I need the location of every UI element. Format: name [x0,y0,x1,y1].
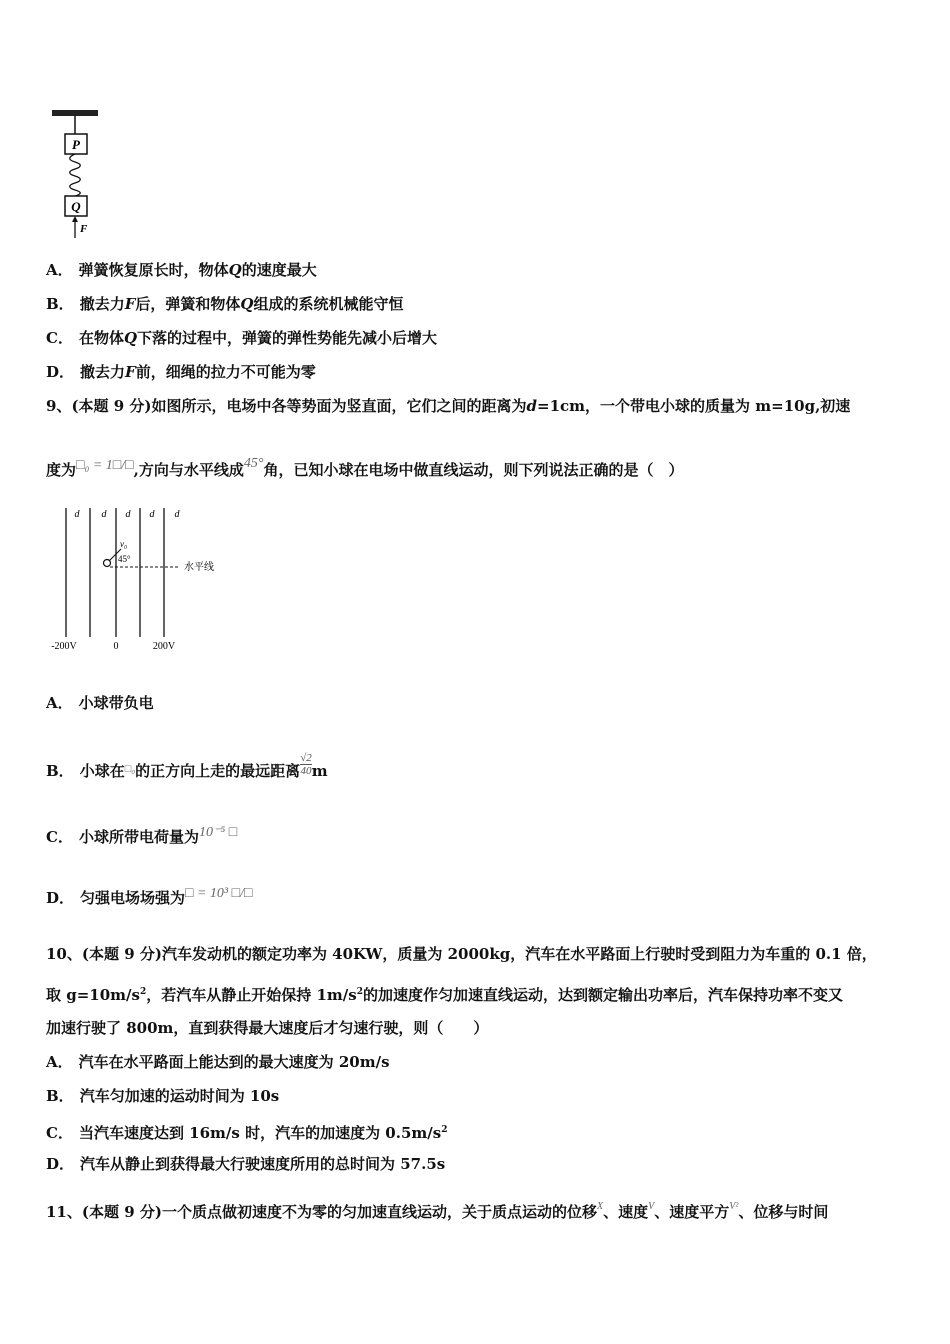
distance-fraction: $\frac{√2}{40}$ [300,752,312,777]
potential-200: 200V [152,641,176,652]
potential-neg200: -200V [51,641,77,652]
q10-stem-line3: 加速行驶了 800m，直到获得最大速度后才匀速行驶，则（ ） [46,1019,489,1037]
angle-label: 45° [118,554,131,564]
q8-option-a: A． 弹簧恢复原长时，物体Q的速度最大 [46,261,317,279]
electric-field-figure [46,505,236,655]
q10-option-b: B． 汽车匀加速的运动时间为 10s [46,1087,280,1105]
angle-formula: 45° [243,456,264,471]
v0-formula: □₀ = 1□/□ [76,458,134,473]
q9-option-c: C． 小球所带电荷量为10⁻⁵ □ [46,825,238,846]
ceiling [52,110,98,116]
q8-option-c: C． 在物体Q下落的过程中，弹簧的弹性势能先减小后增大 [46,329,438,347]
q10-option-c: C． 当汽车速度达到 16m/s 时，汽车的加速度为 $0.5m/s^2$ [46,1124,448,1142]
spring-block-figure [46,104,106,244]
d-label-4: d [149,509,155,520]
q9-stem-line1: 9、(本题 9 分)如图所示，电场中各等势面为竖直面，它们之间的距离为d=1cm，一个带电小球的质量为 m=10g,初速 [46,397,851,415]
q8-option-d: D． 撤去力F前，细绳的拉力不可能为零 [46,363,316,381]
q9-option-b: B． 小球在$^{□_0}$的正方向上走的最远距离 $\frac{√2}{40}$ m [46,752,328,780]
q8-option-b: B． 撤去力F后，弹簧和物体Q组成的系统机械能守恒 [46,295,404,313]
horizontal-label: 水平线 [184,562,214,573]
d-label-3: d [125,509,131,520]
force-label: F [80,223,88,235]
q10-option-a: A． 汽车在水平路面上能达到的最大速度为 20m/s [46,1053,390,1071]
spring-coil [70,154,81,196]
d-label-5: d [174,509,180,520]
q9-option-a: A． 小球带负电 [46,694,154,712]
d-label-2: d [101,509,107,520]
d-label-1: d [74,509,80,520]
potential-0: 0 [113,641,119,652]
v0-label: v₀ [120,539,128,549]
block-q-label: Q [71,199,81,214]
q9-stem-line2: 度为□₀ = 1□/□,方向与水平线成45°角，已知小球在电场中做直线运动，则下列说法正确的是（ ） [46,456,684,479]
q10-option-d: D． 汽车从静止到获得最大行驶速度所用的总时间为 57.5s [46,1155,446,1173]
q10-stem-line1: 10、(本题 9 分)汽车发动机的额定功率为 40KW，质量为 2000kg，汽车在水平路面上行驶时受到阻力为车重的 0.1 倍， [46,945,877,963]
block-p-label: P [72,137,80,152]
q10-stem-line2: 取 $g=10m/s^2$，若汽车从静止开始保持 $1m/s^2$的加速度作匀加速直线运动，达到额定输出功率后，汽车保持功率不变又 [46,986,843,1004]
q11-stem-line1: 11、(本题 9 分)一个质点做初速度不为零的匀加速直线运动，关于质点运动的位移$^X$、速度$^V$、速度平方$^{V^2}$、位移与时间 [46,1201,829,1221]
q9-option-d: D． 匀强电场场强为□ = 10³ □/□ [46,886,253,907]
